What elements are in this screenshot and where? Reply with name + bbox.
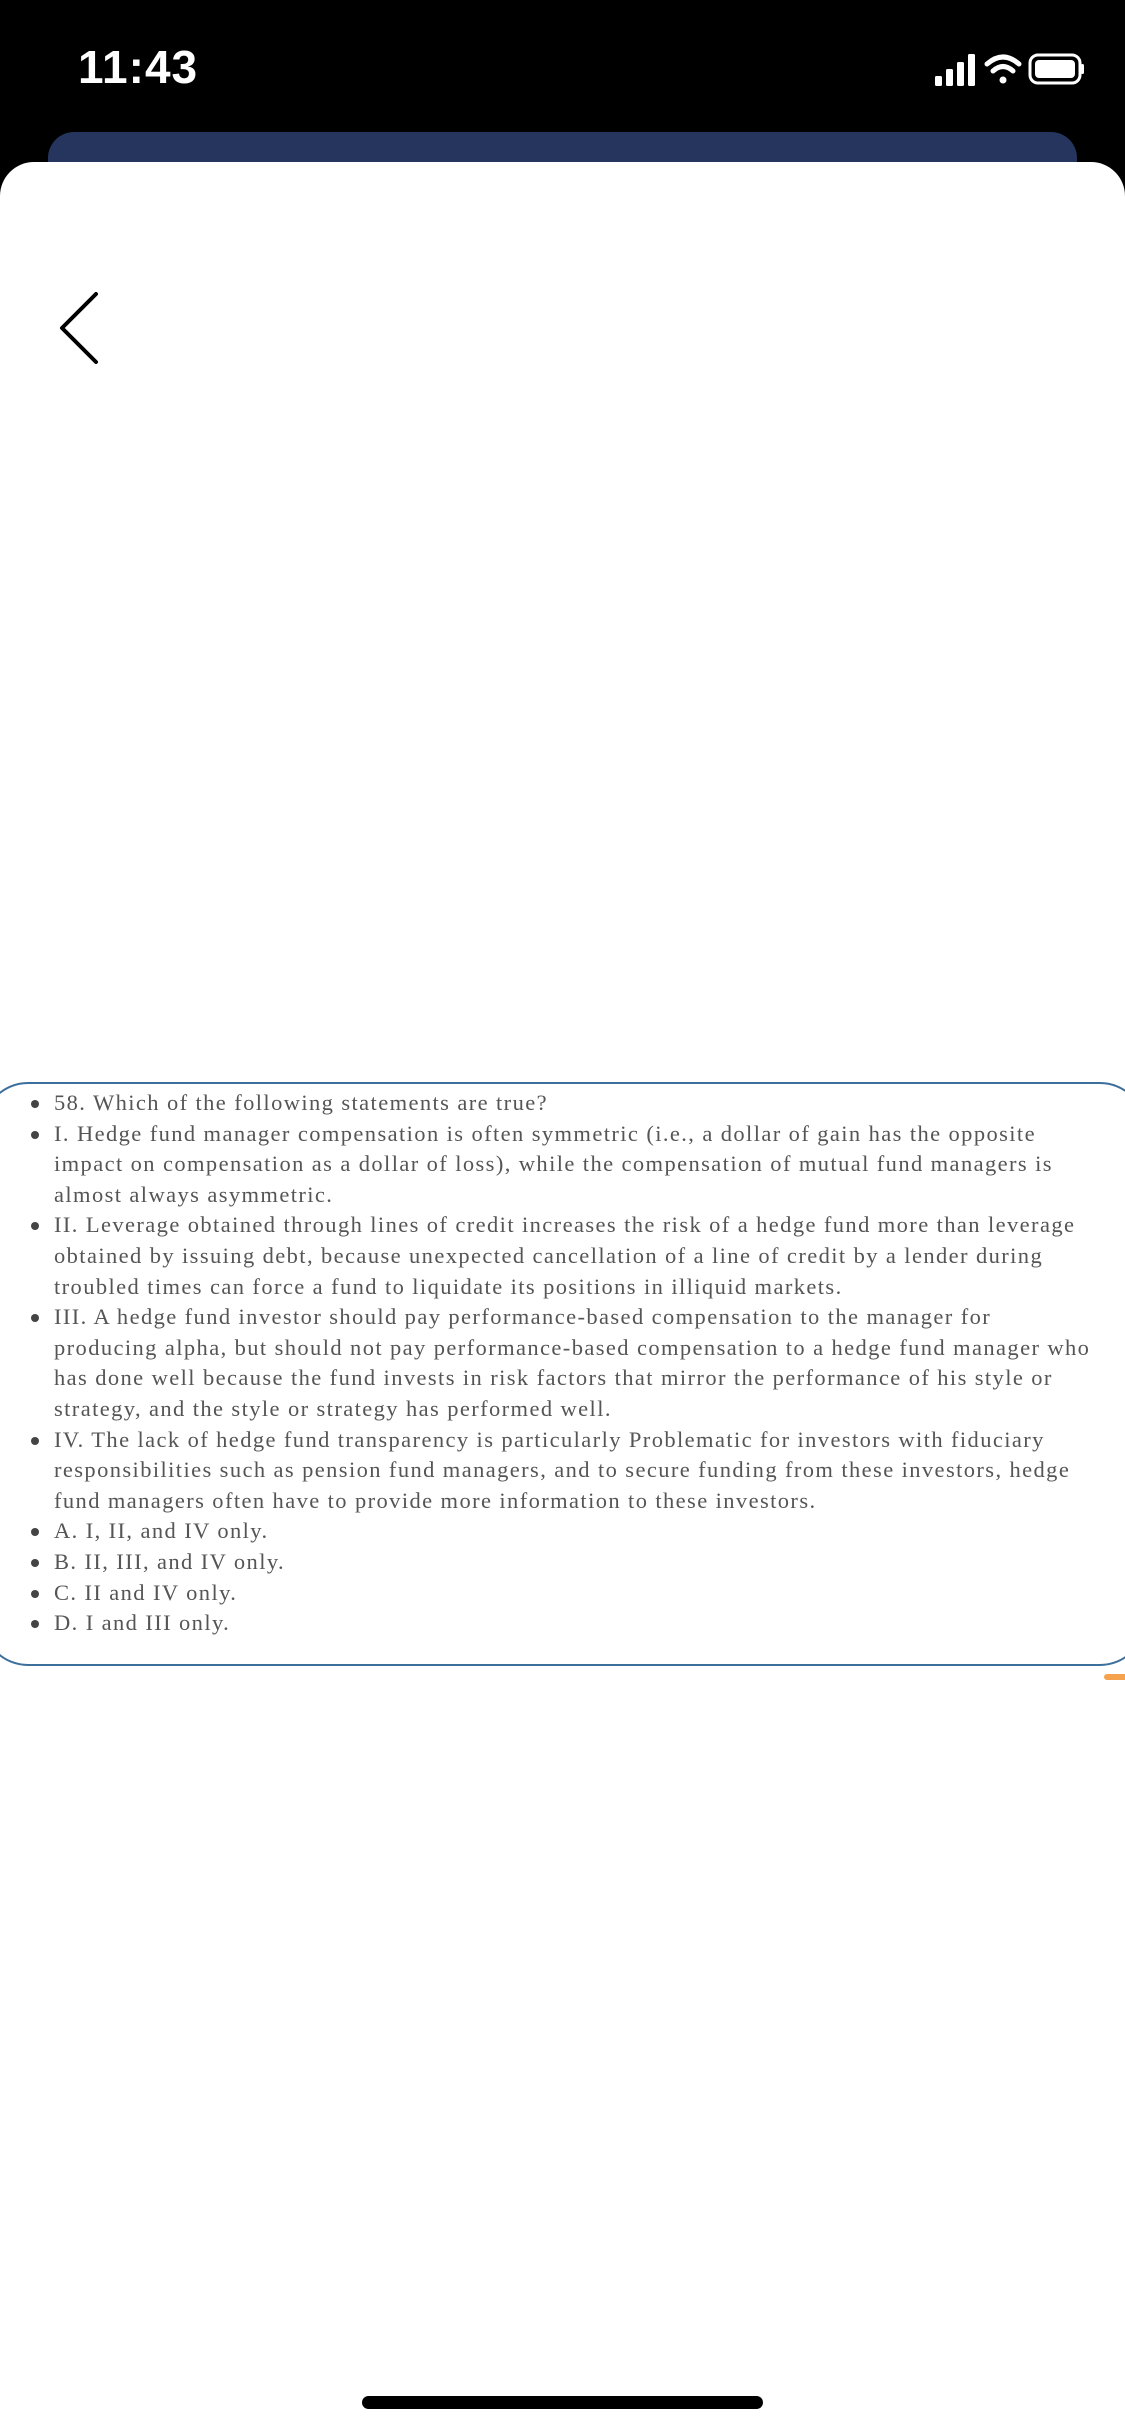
- question-list: [28, 1088, 1098, 1639]
- status-bar: [0, 0, 1125, 140]
- statement-ii: II. Leverage obtained through lines of credit increases the risk of a hedge fund more than leverage obtained by issuing debt, because unexpected cancellation of a line of credit by a lender during troubled times can force a fund to liquidate its positions in illiquid markets.: [28, 1210, 1098, 1302]
- back-button[interactable]: [52, 288, 112, 368]
- status-time: 11:43: [78, 41, 199, 93]
- chevron-left-icon: [62, 294, 96, 362]
- question-text: 58. Which of the following statements are true?: [28, 1088, 1098, 1119]
- home-indicator[interactable]: [362, 2396, 763, 2409]
- signal-icon: [935, 54, 975, 86]
- option-c[interactable]: C. II and IV only.: [28, 1578, 1098, 1609]
- option-a[interactable]: A. I, II, and IV only.: [28, 1516, 1098, 1547]
- option-b[interactable]: B. II, III, and IV only.: [28, 1547, 1098, 1578]
- statement-i: I. Hedge fund manager compensation is often symmetric (i.e., a dollar of gain has the opposite impact on compensation as a dollar of loss), while the compensation of mutual fund managers is almost always asymmetric.: [28, 1119, 1098, 1211]
- wifi-icon: [987, 57, 1019, 84]
- orange-tab-indicator: [1104, 1674, 1125, 1680]
- statement-iii: III. A hedge fund investor should pay performance-based compensation to the manager for producing alpha, but should not pay performance-based compensation to a hedge fund manager who has done well because the fund invests in risk factors that mirror the performance of his style or strategy, and the style or strategy has performed well.: [28, 1302, 1098, 1424]
- statement-iv: IV. The lack of hedge fund transparency is particularly Problematic for investors with fiduciary responsibilities such as pension fund managers, and to secure funding from these investors, hedge fund managers often have to provide more information to these investors.: [28, 1425, 1098, 1517]
- option-d[interactable]: D. I and III only.: [28, 1608, 1098, 1639]
- battery-icon: [1030, 55, 1084, 83]
- status-icons: [935, 50, 1085, 90]
